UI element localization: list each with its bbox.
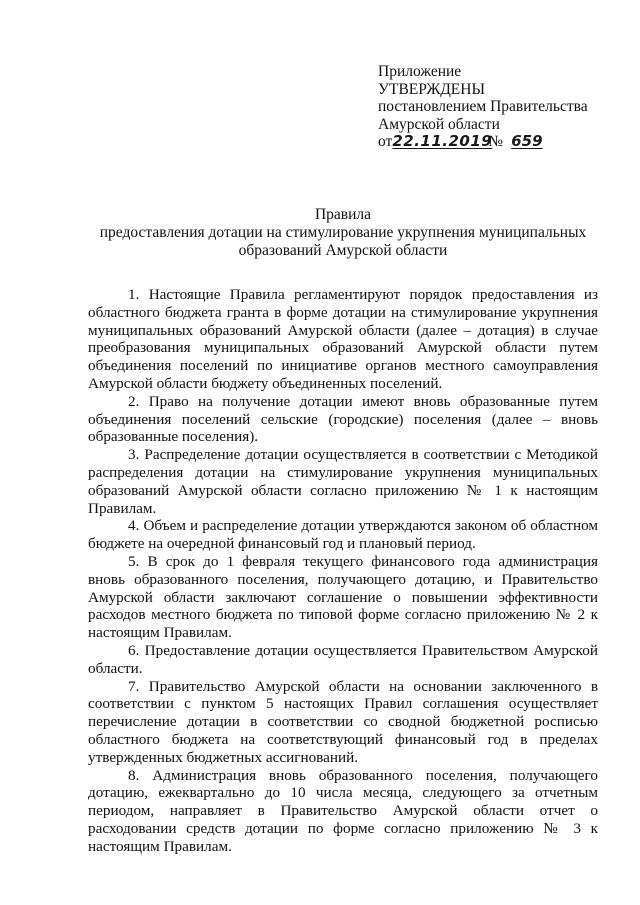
document-title: Правила <box>314 206 372 223</box>
document-subtitle: предоставления дотации на стимулирование укрупнения муниципальных образований Амурской области <box>99 224 587 259</box>
paragraph-8: 8. Администрация вновь образованного поселения, получающего дотацию, ежеквартально до 10 числа месяца, следующего за отчетным периодом, направляет в Правительство Амурской области отчет о расходовании средств дотации по форме согласно приложению № 3 к настоящим Правилам. <box>88 766 598 855</box>
paragraph-5: 5. В срок до 1 февраля текущего финансового года администрация вновь образованного поселения, получающего дотацию, и Правительство Амурской области заключают соглашение о повышении эффективности расходов местного бюджета по типовой форме согласно приложению № 2 к настоящим Правилам. <box>88 552 598 642</box>
handwritten-number: 659 <box>511 132 543 150</box>
approval-block <box>378 63 628 151</box>
appendix-label: Приложение <box>378 63 462 80</box>
paragraph-1: 1. Настоящие Правила регламентируют порядок предоставления из областного бюджета гранта в форме дотации на стимулирование укрупнения муниципальных образований Амурской области (далее – дотация) в случае преобразования муниципальных образований Амурской области путем объединения поселений по инициативе органов местного самоуправления Амурской области бюджету объединенных поселений. <box>88 286 598 392</box>
document-body <box>88 286 598 856</box>
paragraph-3: 3. Распределение дотации осуществляется в соответствии с Методикой распределения дотации на стимулирование укрупнения муниципальных образований Амурской области согласно приложению № 1 к настоящим Правилам. <box>88 446 598 517</box>
date-prefix: от <box>378 133 393 150</box>
paragraph-6: 6. Предоставление дотации осуществляется Правительством Амурской области. <box>88 641 598 677</box>
resolution-label: постановлением Правительства <box>378 98 588 115</box>
approved-label: УТВЕРЖДЕНЫ <box>378 80 485 98</box>
date-number-line <box>378 133 628 151</box>
handwritten-date: 22.11.2019 <box>392 132 493 150</box>
number-prefix: № <box>488 133 503 150</box>
paragraph-2: 2. Право на получение дотации имеют вновь образованные путем объединения поселений сельские (городские) поселения (далее – вновь образованные поселения). <box>88 392 598 446</box>
paragraph-7: 7. Правительство Амурской области на основании заключенного в соответствии с пунктом 5 настоящих Правил соглашения осуществляет перечисление дотации в соответствии со сводной бюджетной росписью областного бюджета на соответствующий финансовый год в пределах утвержденных бюджетных ассигнований. <box>88 677 598 766</box>
paragraph-4: 4. Объем и распределение дотации утверждаются законом об областном бюджете на очередной финансовый год и плановый период. <box>88 517 598 553</box>
region-label: Амурской области <box>378 115 500 133</box>
